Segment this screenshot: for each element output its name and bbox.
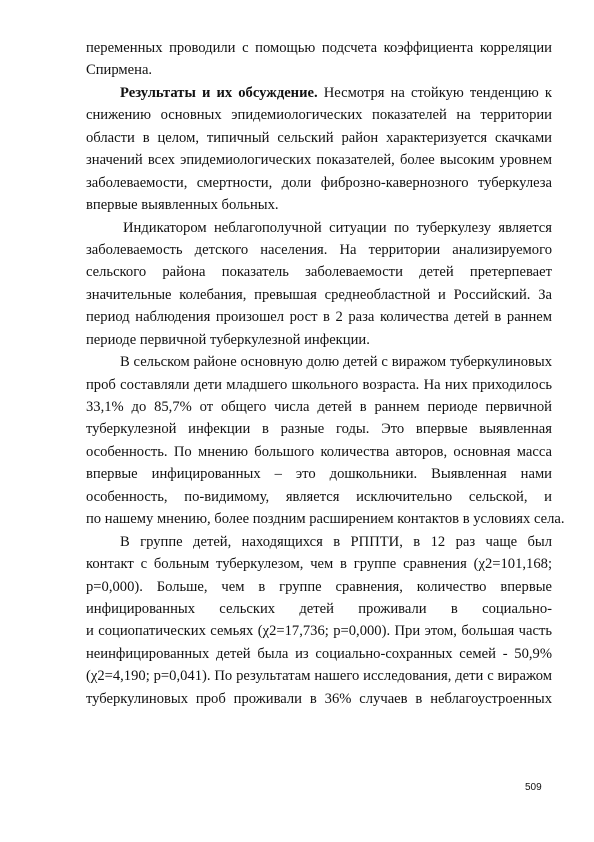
text-line: периоде первичной туберкулезной инфекции. bbox=[86, 331, 370, 348]
body-text bbox=[86, 37, 565, 710]
text-line: Индикатором неблагополучной ситуации по туберкулезу является bbox=[123, 219, 552, 236]
text-line: неинфицированных детей была из социально-сохранных семей - 50,9% bbox=[86, 645, 552, 662]
text-line: заболеваемость детского населения. На территории анализируемого bbox=[86, 241, 552, 258]
text-line: значительные колебания, превышая среднеобластной и Российский. За bbox=[86, 286, 552, 303]
text-line: В сельском районе основную долю детей с виражом туберкулиновых bbox=[120, 354, 552, 371]
text-line: период наблюдения произошел рост в 2 раза количества детей в раннем bbox=[86, 309, 552, 326]
text-line: p=0,000). Больше, чем в группе сравнения, количество впервые bbox=[86, 578, 552, 595]
text-line: туберкулезной инфекции в разные годы. Это впервые выявленная bbox=[86, 421, 552, 438]
text-line: 33,1% до 85,7% от общего числа детей в раннем периоде первичной bbox=[86, 399, 552, 415]
text-line: особенность. По мнению большого количества авторов, основная масса bbox=[86, 443, 552, 460]
text-line: Спирмена. bbox=[86, 62, 153, 79]
paragraph-first-line bbox=[86, 82, 552, 104]
text-line: заболеваемости, смертности, доли фиброзно-кавернозного туберкулеза bbox=[86, 174, 552, 191]
text-line: снижению основных эпидемиологических показателей на территории bbox=[86, 107, 552, 124]
text-line: впервые инфицированных – это дошкольники. Выявленная нами bbox=[86, 466, 552, 483]
text-fragment: Несмотря на стойкую тенденцию к bbox=[323, 84, 552, 101]
text-line: области в целом, типичный сельский район характеризуется скачками bbox=[86, 129, 552, 146]
text-line: проб составляли дети младшего школьного возраста. На них приходилось bbox=[86, 376, 552, 393]
text-line: переменных проводили с помощью подсчета коэффициента корреляции bbox=[86, 40, 552, 56]
text-line: значений всех эпидемиологических показателей, более высоким уровнем bbox=[86, 152, 552, 169]
text-line: контакт с больным туберкулезом, чем в группе сравнения (χ2=101,168; bbox=[86, 556, 552, 573]
text-line: туберкулиновых проб проживали в 36% случаев в неблагоустроенных bbox=[86, 690, 552, 707]
text-line: впервые выявленных больных. bbox=[86, 197, 279, 214]
text-line: особенность, по-видимому, является исключительно сельской, и bbox=[86, 488, 552, 505]
text-line: В группе детей, находящихся в РППТИ, в 12 раз чаще был bbox=[120, 533, 552, 550]
text-line: и социопатических семьях (χ2=17,736; p=0,000). При этом, большая часть bbox=[86, 623, 552, 640]
text-line: инфицированных сельских детей проживали в социально- bbox=[86, 600, 552, 617]
text-line: (χ2=4,190; p=0,041). По результатам нашего исследования, дети с виражом bbox=[86, 668, 552, 685]
text-line: по нашему мнению, более поздним расширением контактов в условиях села. bbox=[86, 511, 565, 528]
section-heading: Результаты и их обсуждение. bbox=[120, 84, 318, 101]
text-line: сельского района показатель заболеваемости детей претерпевает bbox=[86, 264, 552, 281]
page-number: 509 bbox=[525, 782, 542, 793]
